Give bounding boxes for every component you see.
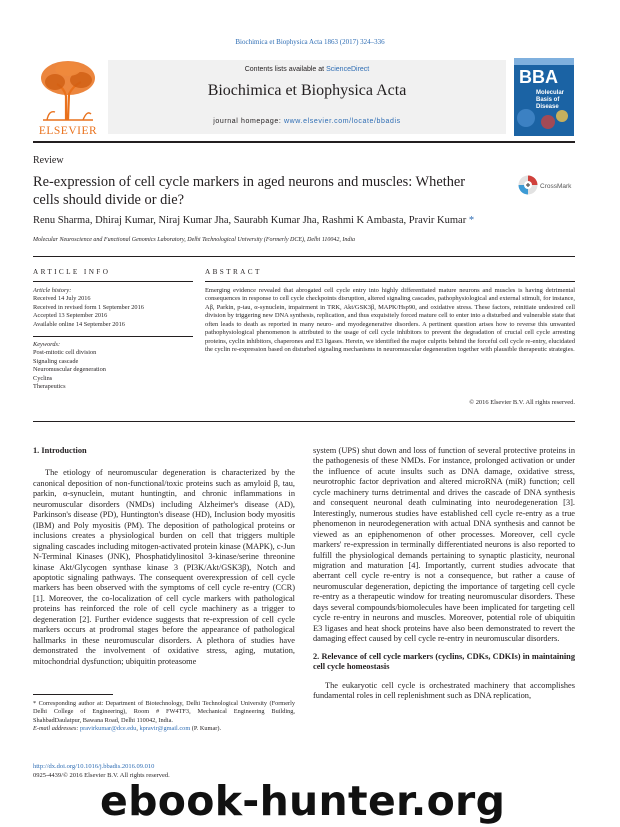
- section-heading: 1. Introduction: [33, 446, 87, 455]
- bba-cover-art: [514, 58, 574, 136]
- keyword-item: Neuromuscular degeneration: [33, 366, 106, 374]
- abstract-bottom-rule: [33, 421, 575, 422]
- history-line: Accepted 13 September 2016: [33, 312, 108, 320]
- intro-paragraph: The etiology of neuromuscular degeneration is characterized by the canonical deposition of non-functional/toxic proteins such as amyloid β, tau, parkin, α-synuclein, mutant huntingtin, and chronic inflammations in neuromuscular disorders (NMDs) including Alzheimer's disease (AD), Parkinson's disease (PD), Huntington's disease (HD), Inclusion body myositis (IBM) and Poly myositis (PM). The deposition of pathological proteins or inclusions creates a physiological burden on cell that triggers multiple signaling cascades including mitogen-activated protein kinase (MAPK), c-Jun N-Terminal Kinases (JNK), Phosphatidylinositol 3-kinase/serine threonine kinase Akt/Glycogen synthase kinase 3 (PI3K/Akt/GSK3β), Notch and apoptotic signaling pathways. The consequent overexpression of cell cycle markers has been observed with the symptoms of cell cycle re-entry (CCR) [1]. Moreover, the co-localization of cell cycle markers with pathological proteins has reinforced the role of cell cycle machinery as a trigger to degeneration [2]. Further evidence suggests that re-expression of cell cycle markers occurs at prodromal stages before the appearance of pathological hallmarks in these neuromuscular disorders. A plethora of studies have demonstrated the involvement of oxidative stress, aging, mutation, mitochondrial dysfunction; ubiquitin proteasome: [33, 468, 295, 666]
- history-line: Received 14 July 2016: [33, 295, 91, 303]
- keyword-item: Signaling cascade: [33, 357, 79, 365]
- issn-line: 0925-4439/© 2016 Elsevier B.V. All rights reserved.: [33, 772, 170, 779]
- footnote-text: Corresponding author at: Department of Biotechnology, Delhi Technological University (Formerly Delhi College of Engineering), Room # FW4TF3, Mechanical Engineering Building, ShahbadDaulatpur, Bawana Road, Delhi 110042, India.: [33, 700, 295, 724]
- cover-line2: Basis of: [536, 97, 560, 103]
- history-label: Article history:: [33, 287, 72, 294]
- header-rule: [33, 141, 575, 143]
- body-paragraph: The eukaryotic cell cycle is orchestrated machinery that accomplishes fundamental roles in cell replenishment such as DNA replication,: [313, 680, 575, 700]
- abstract-text: Emerging evidence revealed that abrogated cell cycle entry into highly differentiated mature neurons and muscles is having detrimental consequences in response to cell cycle checkpoints disruption, altered signaling cascades, pathophysiological and external stimuli, for instance, Aβ, Parkin, p-tau, α-synuclein, impairment in TRK, Akt/GSK3β, MAPK/Hsp90, and oxidative stress. These factors, reinitiate undesired cell division by triggering new DNA synthesis, replication, and thus exquisitely forced mature cell to enter into a disturbed and vulnerable state that often leads to death as reported in many neuro- and myodegenerative disorders. A pertinent question arises how to reverse this unwanted pathophysiological phenomenon is attributed to the usage of cell cycle inhibitors to prevent the degradation of crucial cell cycle arresting proteins, cyclin inhibitors, chaperones and E3 ligases. Herein, we identified the major culprits behind the forceful cell cycle re-entry, elucidated the cyclin re-expression based on disturbed signaling mechanisms in neuromuscular degeneration together with plausible therapeutic strategies.: [205, 287, 575, 354]
- contents-prefix: Contents lists available at: [244, 66, 327, 73]
- sciencedirect-link[interactable]: ScienceDirect: [326, 66, 370, 73]
- email-label: E-mail addresses:: [33, 724, 79, 732]
- keyword-item: Cyclins: [33, 374, 53, 382]
- history-rule: [33, 336, 193, 337]
- crossmark-icon: [518, 174, 576, 196]
- affiliation-rule: [33, 256, 575, 257]
- article-history: [33, 287, 193, 329]
- article-info-rule: [33, 281, 193, 282]
- body-column-right: [313, 446, 575, 701]
- abstract-rule: [205, 281, 575, 282]
- email-suffix: (P. Kumar).: [190, 724, 222, 732]
- email-separator: ,: [136, 724, 140, 732]
- journal-cover[interactable]: [514, 58, 574, 136]
- author-list: [33, 215, 578, 226]
- elsevier-wordmark: ELSEVIER: [38, 125, 98, 137]
- article-title: Re-expression of cell cycle markers in aged neurons and muscles: Whether cells should divide or die?: [33, 174, 466, 208]
- article-type: Review: [33, 155, 64, 166]
- affiliation: Molecular Neuroscience and Functional Genomics Laboratory, Delhi Technological University (Formerly DCE), Delhi 110042, India: [33, 237, 356, 243]
- history-line: Available online 14 September 2016: [33, 320, 125, 328]
- elsevier-tree-icon: [33, 58, 103, 138]
- authors-text: Renu Sharma, Dhiraj Kumar, Niraj Kumar Jha, Saurabh Kumar Jha, Rashmi K Ambasta, Pravir Kumar: [33, 215, 467, 226]
- crossmark-badge[interactable]: [518, 174, 576, 196]
- journal-name: Biochimica et Biophysica Acta: [207, 82, 407, 99]
- history-line: Received in revised form 1 September 2016: [33, 303, 144, 311]
- cover-line1: Molecular: [536, 90, 565, 96]
- email-link[interactable]: kpravir@gmail.com: [139, 724, 191, 732]
- cover-big: BBA: [519, 67, 558, 87]
- article-info-heading: ARTICLE INFO: [33, 268, 111, 276]
- body-paragraph: system (UPS) shut down and loss of function of several protective proteins in the pathogenesis of these NMDs. For instance, prolonged activation or under the influence of acute insults such as DNA damage, oxidative stress, neurotrophic factor deprivation and altered microRNA (miR) function; cell cycle machinery turns detrimental and drives the cascade of DNA synthesis and consequent neuronal death culminating into neurodegeneration [3]. Interestingly, numerous studies have established cell cycle re-entry as a true phenomenon in neurodegeneration with actual DNA synthesis and cannot be viewed as an epiphenomenon of other processes. Moreover, cell cycle markers' re-expression in terminally differentiated neurons is also reported to fulfill the physiological demands pertaining to synaptic plasticity, neuronal migration and maturation [4]. Importantly, current studies advocate that aberrant cell cycle re-entry is not a consequence, but rather a cause of neuromuscular degeneration, depicting the importance of targeting cell cycle re-entry as a therapeutic window for treating neuromuscular disorders. These days several compounds/biomolecules have been implicated for targeting cell cycle re-entry in neurons and muscles. Moreover, potential role of ubiquitin E3 ligases and heat shock proteins have also been demonstrated to revert the damaging effect caused by cell cycle re-entry in neuromuscular disorders.: [313, 446, 575, 644]
- contents-line: [108, 66, 506, 73]
- email-link[interactable]: pravirkumar@dce.edu: [80, 724, 137, 732]
- keywords-list: [33, 341, 193, 391]
- keyword-item: Post-mitotic cell division: [33, 349, 97, 357]
- footnote-mark: *: [33, 700, 37, 707]
- doi-link[interactable]: http://dx.doi.org/10.1016/j.bbadis.2016.09.010: [33, 763, 155, 770]
- abstract-heading: ABSTRACT: [205, 268, 262, 276]
- corresponding-author-mark[interactable]: *: [468, 215, 475, 226]
- elsevier-logo: [33, 58, 103, 138]
- homepage-prefix: journal homepage:: [213, 118, 284, 125]
- copyright-line: © 2016 Elsevier B.V. All rights reserved.: [469, 399, 575, 406]
- keyword-item: Therapeutics: [33, 383, 66, 391]
- section-heading: 2. Relevance of cell cycle markers (cyclins, CDKs, CDKIs) in maintaining cell cycle homeostasis: [313, 651, 575, 672]
- journal-citation[interactable]: Biochimica et Biophysica Acta 1863 (2017) 324–336: [235, 38, 385, 46]
- corresponding-footnote: [33, 700, 295, 733]
- cover-line3: Disease: [536, 104, 559, 110]
- footnote-rule: [33, 694, 113, 695]
- homepage-line: [108, 118, 506, 125]
- keywords-label: Keywords:: [33, 341, 61, 348]
- body-column-left: [33, 446, 295, 667]
- watermark: ebook-hunter.org: [100, 777, 506, 825]
- homepage-link[interactable]: www.elsevier.com/locate/bbadis: [283, 118, 401, 125]
- crossmark-label: CrossMark: [540, 183, 572, 190]
